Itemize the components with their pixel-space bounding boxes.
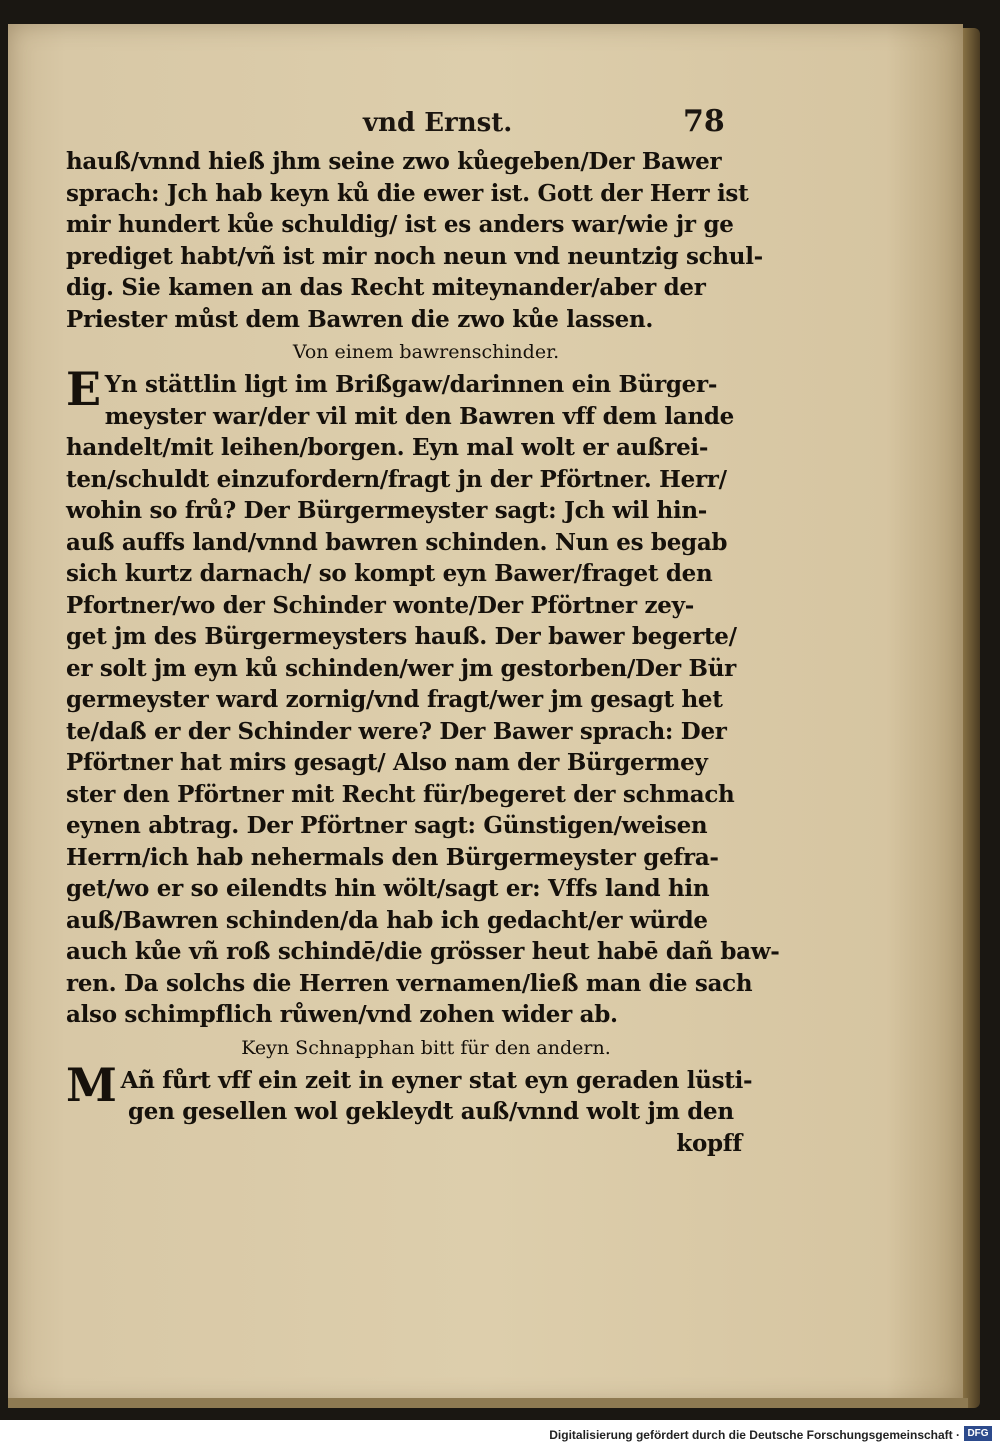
text-line: wohin so frů? Der Bürgermeyster sagt: Jch wil hin- [66, 497, 708, 524]
footer-bar [0, 1420, 1000, 1448]
text-line: auch kůe vñ roß schindē/die grösser heut habē dañ baw- [66, 938, 780, 965]
initial-letter: M [66, 1057, 117, 1112]
text-line: gen gesellen wol gekleydt auß/vnnd wolt jm den [128, 1098, 734, 1125]
folio-number: 78 [683, 104, 725, 139]
first-line-text: Yn stättlin ligt im Brißgaw/darinnen ein Bürger- [104, 371, 718, 398]
text-line: ster den Pförtner mit Recht für/begeret der schmach [66, 780, 735, 808]
page-scan [8, 24, 963, 1404]
text-line: germeyster ward zornig/vnd fragt/wer jm gesagt het [66, 686, 723, 713]
text-line: get jm des Bürgermeysters hauß. Der bawer begerte/ [66, 623, 737, 650]
catchword: kopff [676, 1129, 742, 1157]
text-line: Herrn/ich hab nehermals den Bürgermeyster gefra- [66, 843, 719, 871]
section-heading-schnapphan: Keyn Schnapphan bitt für den andern. [241, 1036, 611, 1059]
dfg-logo-icon: DFG [964, 1426, 992, 1441]
text-line: meyster war/der vil mit den Bawren vff dem lande [104, 402, 735, 430]
running-head: vnd Ernst. [363, 108, 513, 138]
text-line: Pförtner hat mirs gesagt/ Also nam der Bürgermey [66, 749, 708, 776]
initial-letter: E [66, 362, 101, 416]
text-line: auß auffs land/vnnd bawren schinden. Nun es begab [66, 528, 728, 556]
text-line: get/wo er so eilendts hin wölt/sagt er: Vffs land hin [66, 875, 710, 902]
text-line: prediget habt/vñ ist mir noch neun vnd neuntzig schul- [66, 242, 763, 270]
text-line: auß/Bawren schinden/da hab ich gedacht/er würde [66, 906, 708, 934]
text-line: mir hundert kůe schuldig/ ist es anders war/wie jr ge [66, 211, 734, 238]
text-line: eynen abtrag. Der Pförtner sagt: Günstigen/weisen [66, 812, 708, 839]
first-line-text: Añ fůrt vff ein zeit in eyner stat eyn geraden lüsti- [120, 1066, 753, 1094]
text-line: dig. Sie kamen an das Recht miteynander/aber der [66, 274, 706, 301]
funding-credit: Digitalisierung gefördert durch die Deutsche Forschungsgemeinschaft · [549, 1428, 960, 1442]
text-line: Pfortner/wo der Schinder wonte/Der Pförtner zey- [66, 591, 694, 619]
text-line: ren. Da solchs die Herren vernamen/ließ man die sach [66, 969, 753, 997]
text-block [66, 146, 780, 1159]
section-1 [66, 146, 763, 335]
text-line: te/daß er der Schinder were? Der Bawer sprach: Der [66, 717, 727, 745]
text-line: er solt jm eyn ků schinden/wer jm gestorben/Der Bür [66, 654, 736, 682]
section-3 [66, 1057, 756, 1160]
page-bottom-edge [8, 1398, 968, 1408]
text-line: sprach: Jch hab keyn ků die ewer ist. Gott der Herr ist [66, 179, 749, 207]
text-line: ten/schuldt einzufordern/fragt jn der Pförtner. Herr/ [66, 465, 727, 493]
text-line: also schimpflich růwen/vnd zohen wider ab. [66, 1001, 618, 1028]
section-2 [66, 362, 780, 1031]
text-line: handelt/mit leihen/borgen. Eyn mal wolt er außrei- [66, 434, 709, 461]
page-header [8, 104, 963, 148]
section-heading-bawrenschinder: Von einem bawrenschinder. [292, 341, 560, 363]
text-line: sich kurtz darnach/ so kompt eyn Bawer/fraget den [66, 560, 713, 587]
text-line: Priester můst dem Bawren die zwo kůe lassen. [66, 305, 654, 333]
text-line: hauß/vnnd hieß jhm seine zwo kůegeben/Der Bawer [66, 148, 722, 175]
